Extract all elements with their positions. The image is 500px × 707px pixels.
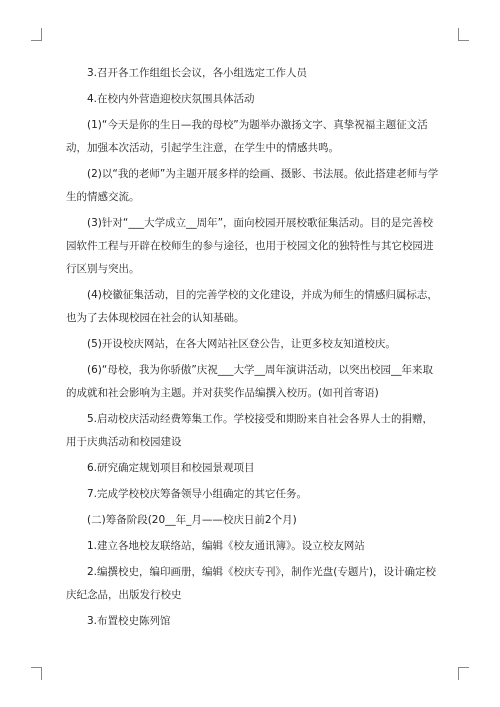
crop-mark-top-right [458,28,469,41]
paragraph: (5)开设校庆网站，在各大网站社区登公告，让更多校友知道校庆。 [87,338,396,350]
paragraph: (1)“今天是你的生日—我的母校”为题举办激扬文字、真挚祝福主题征文活动，加强本次活动，引起学生注意，在学生中的情感共鸣。 [66,119,428,154]
paragraph: (4)校徽征集活动，目的完善学校的文化建设，并成为师生的情感归属标志，也为了去体现校园在社会的认知基础。 [66,289,438,324]
paragraph: 2.编撰校史，编印画册，编辑《校庆专刊》，制作光盘(专题片)，设计确定校庆纪念品，出版发行校史 [66,566,436,601]
paragraph: 3.召开各工作组组长会议，各小组选定工作人员 [87,67,308,79]
crop-mark-bottom-right [458,667,469,680]
document-body [66,62,442,636]
crop-mark-top-left [31,28,42,41]
paragraph: 5.启动校庆活动经费筹集工作。学校接受和期盼来自社会各界人士的捐赠，用于庆典活动和校园建设 [66,413,434,448]
paragraph: 1.建立各地校友联络站，编辑《校友通讯簿》。设立校友网站 [87,540,365,552]
paragraph: (6)“母校，我为你骄傲”庆祝___大学__周年演讲活动，以突出校园__年来取的成就和社会影响为主题。并对获奖作品编撰入校历。(如刊首寄语) [66,364,434,399]
paragraph: (二)筹备阶段(20__年_月——校庆日前2个月) [87,514,297,526]
paragraph: (3)针对“___大学成立__周年”，面向校园开展校歌征集活动。目的是完善校园软件工程与开辟在校师生的参与途径，也用于校园文化的独特性与其它校园进行区别与突出。 [66,217,434,275]
paragraph: (2)以“我的老师”为主题开展多样的绘画、摄影、书法展。依此搭建老师与学生的情感交流。 [66,168,439,203]
paragraph: 4.在校内外营造迎校庆氛围具体活动 [87,93,255,105]
paragraph: 3.布置校史陈列馆 [87,615,171,627]
paragraph: 7.完成学校校庆筹备领导小组确定的其它任务。 [87,488,308,500]
paragraph: 6.研究确定规划项目和校园景观项目 [87,462,255,474]
crop-mark-bottom-left [31,667,42,680]
